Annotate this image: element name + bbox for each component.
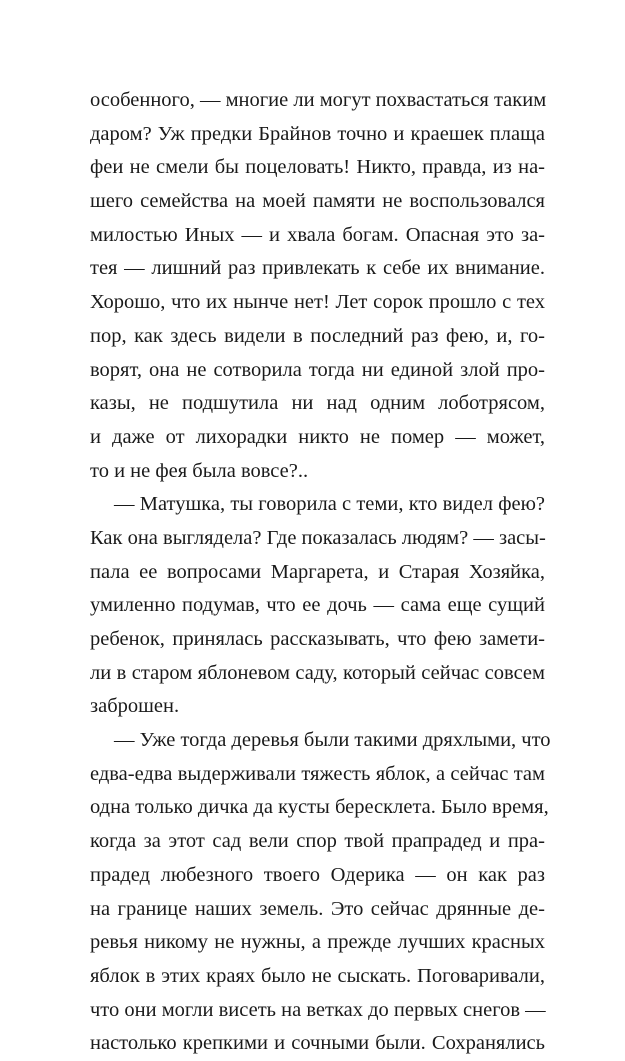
text-line: милостью Иных — и хвала богам. Опасная это за- xyxy=(90,223,545,246)
text-line: ли в старом яблоневом саду, который сейчас совсем xyxy=(90,661,545,684)
text-line: то и не фея была вовсе?.. xyxy=(90,459,309,482)
text-line: ребенок, принялась рассказывать, что фею замети- xyxy=(90,628,545,650)
paragraph-first-line: — Уже тогда деревья были такими дряхлыми, что xyxy=(114,729,551,752)
text-line: прадед любезного твоего Одерика — он как раз xyxy=(90,863,545,886)
text-line: едва-едва выдерживали тяжесть яблок, а сейчас там xyxy=(90,762,545,785)
text-line: ревья никому не нужны, а прежде лучших красных xyxy=(90,931,545,954)
text-line: на границе наших земель. Это сейчас дрянные де- xyxy=(90,897,545,920)
text-line: Хорошо, что их нынче нет! Лет сорок прошло с тех xyxy=(90,291,545,314)
text-line: умиленно подумав, что ее дочь — сама еще сущий xyxy=(90,594,545,617)
text-line: феи не смели бы поцеловать! Никто, правда, из на- xyxy=(90,156,545,179)
text-line: даром? Уж предки Брайнов точно и краешек плаща xyxy=(90,122,545,145)
text-line: яблок в этих краях было не сыскать. Поговаривали, xyxy=(90,964,545,987)
text-line: когда за этот сад вели спор твой прапрадед и пра- xyxy=(90,830,545,853)
text-line: тея — лишний раз привлекать к себе их внимание. xyxy=(90,257,545,280)
text-line: казы, не подшутила ни над одним лоботрясом, xyxy=(90,392,545,415)
text-line: шего семейства на моей памяти не воспользовался xyxy=(90,190,545,213)
text-line: ворят, она не сотворила тогда ни единой злой про- xyxy=(90,358,545,381)
body-text xyxy=(90,84,551,1061)
text-line: Как она выглядела? Где показалась людям? — засы- xyxy=(90,526,546,549)
text-line: настолько крепкими и сочными были. Сохранялись xyxy=(90,1032,545,1055)
text-line: и даже от лихорадки никто не помер — может, xyxy=(90,425,545,448)
text-line: пала ее вопросами Маргарета, и Старая Хозяйка, xyxy=(90,560,545,583)
text-line: заброшен. xyxy=(90,695,180,718)
text-line: особенного, — многие ли могут похвастаться таким xyxy=(90,89,547,111)
paragraph-first-line: — Матушка, ты говорила с теми, кто видел фею? xyxy=(114,493,545,516)
text-line: пор, как здесь видели в последний раз фею, и, го- xyxy=(90,324,545,347)
text-line: что они могли висеть на ветках до первых снегов — xyxy=(90,998,546,1021)
text-line: одна только дичка да кусты бересклета. Было время, xyxy=(90,796,549,819)
